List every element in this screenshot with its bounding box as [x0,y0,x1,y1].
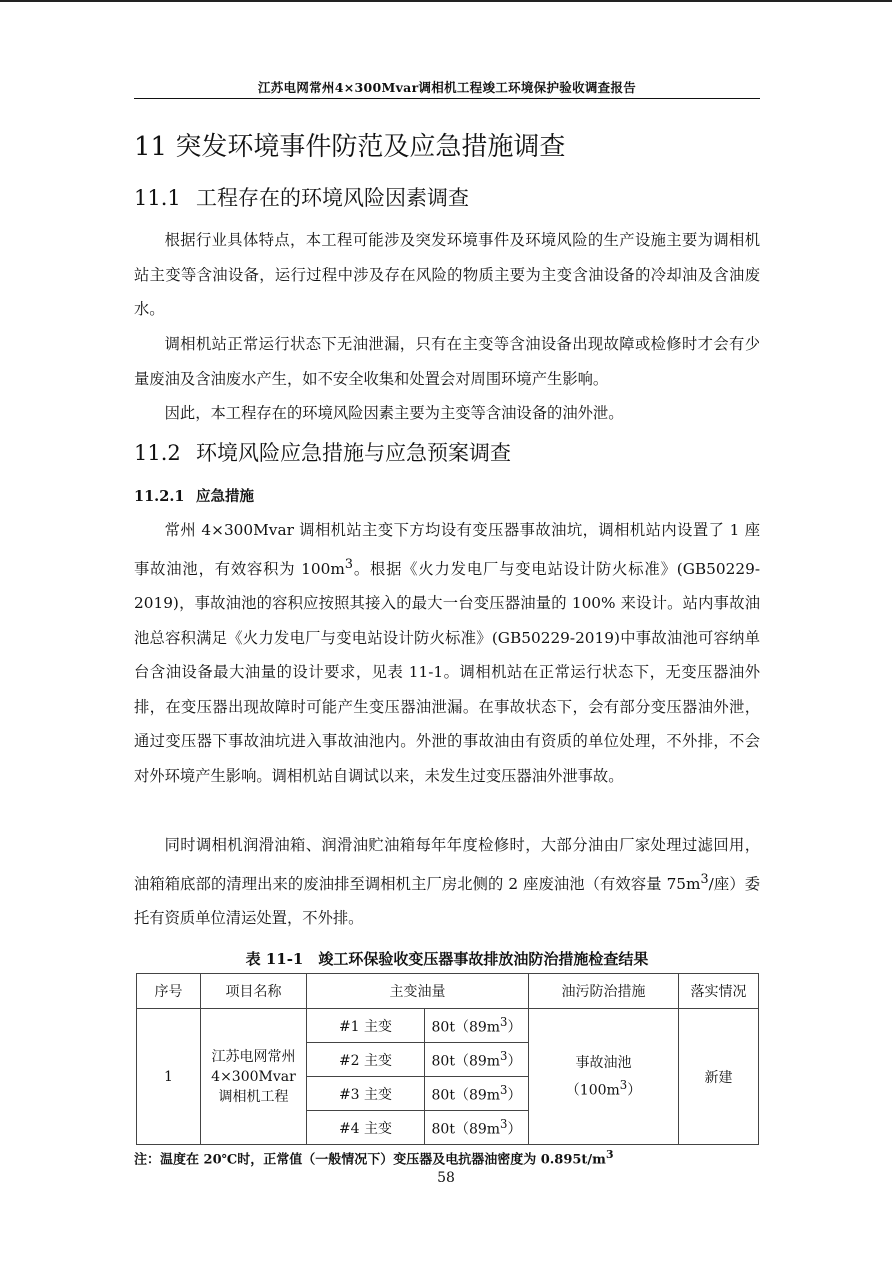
page-top-border [0,0,892,2]
measure-cell: 事故油池 $(100m^3)$ [529,1009,679,1145]
section-title: 工程存在的环境风险因素调查 [196,186,469,210]
oil-cell: $80t(89m^3)$ [425,1043,529,1077]
page-number: 58 [437,1170,455,1186]
project-name-cell: 江苏电网常州4×300Mvar调相机工程 [201,1009,307,1145]
superscript: 3 [344,556,353,572]
section-title: 环境风险应急措施与应急预案调查 [196,441,511,465]
subsection-number: 11.2.1 [134,488,185,505]
subsection-title: 应急措施 [196,488,254,505]
transformer-cell: #2 主变 [307,1043,425,1077]
table-row [137,1009,759,1043]
running-header: 江苏电网常州4×300Mvar调相机工程竣工环境保护验收调查报告 [257,80,637,95]
section-11-1-heading [134,182,469,212]
status-cell: 新建 [679,1009,759,1145]
paragraph: 常州 4×300Mvar 调相机站主变下方均设有变压器事故油坑，调相机站内设置了 1 座事故油池，有效容积为 $100m^3$。根据《火力发电厂与变电站设计防火标准》(GB50229-2019)，事故油池的容积应按照其接入的最大一台变压器油量的 100% 来设计。站内事故油池总容积满足《火力发电厂与变电站设计防火标准》(GB50229-2019)中事故油池可容纳单台含油设备最大油量的设计要求，见表 11-1。调相机站在正常运行状态下，无变压器油外排，在变压器出现故障时可能产生变压器油泄漏。在事故状态下，会有部分变压器油外泄，通过变压器下事故油坑进入事故油池内。外泄的事故油由有资质的单位处理，不外排，不会对外环境产生影响。调相机站自调试以来，未发生过变压器油外泄事故。 [134,521,760,785]
header-cell: 序号 [137,974,201,1009]
seq-cell: 1 [137,1009,201,1145]
header-cell: 主变油量 [307,974,529,1009]
superscript: 3 [700,871,709,887]
paragraph: 调相机站正常运行状态下无油泄漏，只有在主变等含油设备出现故障或检修时才会有少量废油及含油废水产生，如不安全收集和处置会对周围环境产生影响。 [134,335,760,388]
header-rule [134,98,760,99]
header-cell: 落实情况 [679,974,759,1009]
paragraph: 因此，本工程存在的环境风险因素主要为主变等含油设备的油外泄。 [164,404,624,422]
section-number: 11.2 [134,441,181,465]
header-cell: 项目名称 [201,974,307,1009]
transformer-cell: #4 主变 [307,1111,425,1145]
chapter-title: 11 突发环境事件防范及应急措施调查 [134,132,566,162]
section-11-2-heading [134,437,511,467]
section-number: 11.1 [134,186,181,210]
table-caption: 表 11-1 竣工环保验收变压器事故排放油防治措施检查结果 [245,950,649,968]
inspection-table [136,973,759,1145]
transformer-cell: #1 主变 [307,1009,425,1043]
oil-cell: $80t(89m^3)$ [425,1111,529,1145]
header-cell: 油污防治措施 [529,974,679,1009]
oil-cell: $80t(89m^3)$ [425,1077,529,1111]
table-note: 注：温度在 20℃时，正常值（一般情况下）变压器及电抗器油密度为 $0.895t/m^3$ [134,1148,614,1168]
paragraph: 根据行业具体特点，本工程可能涉及突发环境事件及环境风险的生产设施主要为调相机站主变等含油设备，运行过程中涉及存在风险的物质主要为主变含油设备的冷却油及含油废水。 [134,231,760,318]
oil-cell: $80t(89m^3)$ [425,1009,529,1043]
paragraph: 同时调相机润滑油箱、润滑油贮油箱每年年度检修时，大部分油由厂家处理过滤回用，油箱箱底部的清理出来的废油排至调相机主厂房北侧的 2 座废油池（有效容量 $75m^3/$座）委托有资质单位清运处置，不外排。 [134,836,761,928]
subsection-11-2-1-heading [134,485,254,506]
table-header-row [137,974,759,1009]
transformer-cell: #3 主变 [307,1077,425,1111]
